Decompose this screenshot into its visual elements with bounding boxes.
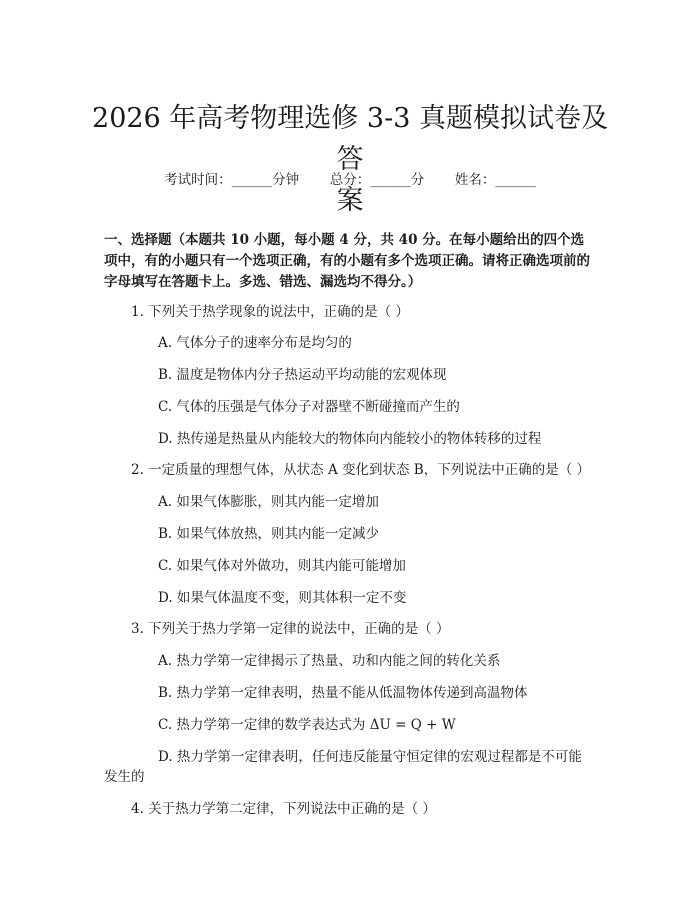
section-heading: 一、选择题（本题共 10 小题，每小题 4 分，共 40 分。在每小题给出的四个选项中，有的小题只有一个选项正确，有的小题有多个选项正确。请将正确选项前的字母填写在答题卡上。多选、错选、漏选均不得分。） xyxy=(104,232,590,290)
question-option: D. 热传递是热量从内能较大的物体向内能较小的物体转移的过程 xyxy=(158,431,542,447)
question-stem: 2. 一定质量的理想气体，从状态 A 变化到状态 B，下列说法中正确的是（ ） xyxy=(131,462,591,478)
question-option: B. 温度是物体内分子热运动平均动能的宏观体现 xyxy=(158,367,447,383)
total-score-field: 总分：______分 xyxy=(329,172,425,188)
question-stem: 1. 下列关于热学现象的说法中，正确的是（ ） xyxy=(131,304,409,320)
question-option: D. 如果气体温度不变，则其体积一定不变 xyxy=(158,590,407,606)
exam-info-row xyxy=(0,168,700,188)
student-name-field: 姓名：______ xyxy=(454,172,536,188)
question-stem: 4. 关于热力学第二定律，下列说法中正确的是（ ） xyxy=(131,801,436,817)
exam-title-line1: 2026 年高考物理选修 3-3 真题模拟试卷及答 xyxy=(92,103,608,176)
question-option: B. 如果气体放热，则其内能一定减少 xyxy=(158,526,380,542)
question-option: C. 热力学第一定律的数学表达式为 ΔU = Q + W xyxy=(158,717,456,733)
question-option: A. 热力学第一定律揭示了热量、功和内能之间的转化关系 xyxy=(158,653,501,669)
question-stem: 3. 下列关于热力学第一定律的说法中，正确的是（ ） xyxy=(131,621,450,637)
question-option-continuation: 发生的 xyxy=(104,769,145,785)
exam-time-field: 考试时间：______分钟 xyxy=(164,172,300,188)
exam-title xyxy=(80,98,620,221)
question-option: B. 热力学第一定律表明，热量不能从低温物体传递到高温物体 xyxy=(158,685,528,701)
question-option: A. 气体分子的速率分布是均匀的 xyxy=(158,335,352,351)
exam-title-line2: 案 xyxy=(336,185,364,217)
question-option: C. 如果气体对外做功，则其内能可能增加 xyxy=(158,558,406,574)
question-option: A. 如果气体膨胀，则其内能一定增加 xyxy=(158,494,379,510)
question-option: D. 热力学第一定律表明，任何违反能量守恒定律的宏观过程都是不可能 xyxy=(158,749,582,765)
question-option: C. 气体的压强是气体分子对器壁不断碰撞而产生的 xyxy=(158,399,460,415)
